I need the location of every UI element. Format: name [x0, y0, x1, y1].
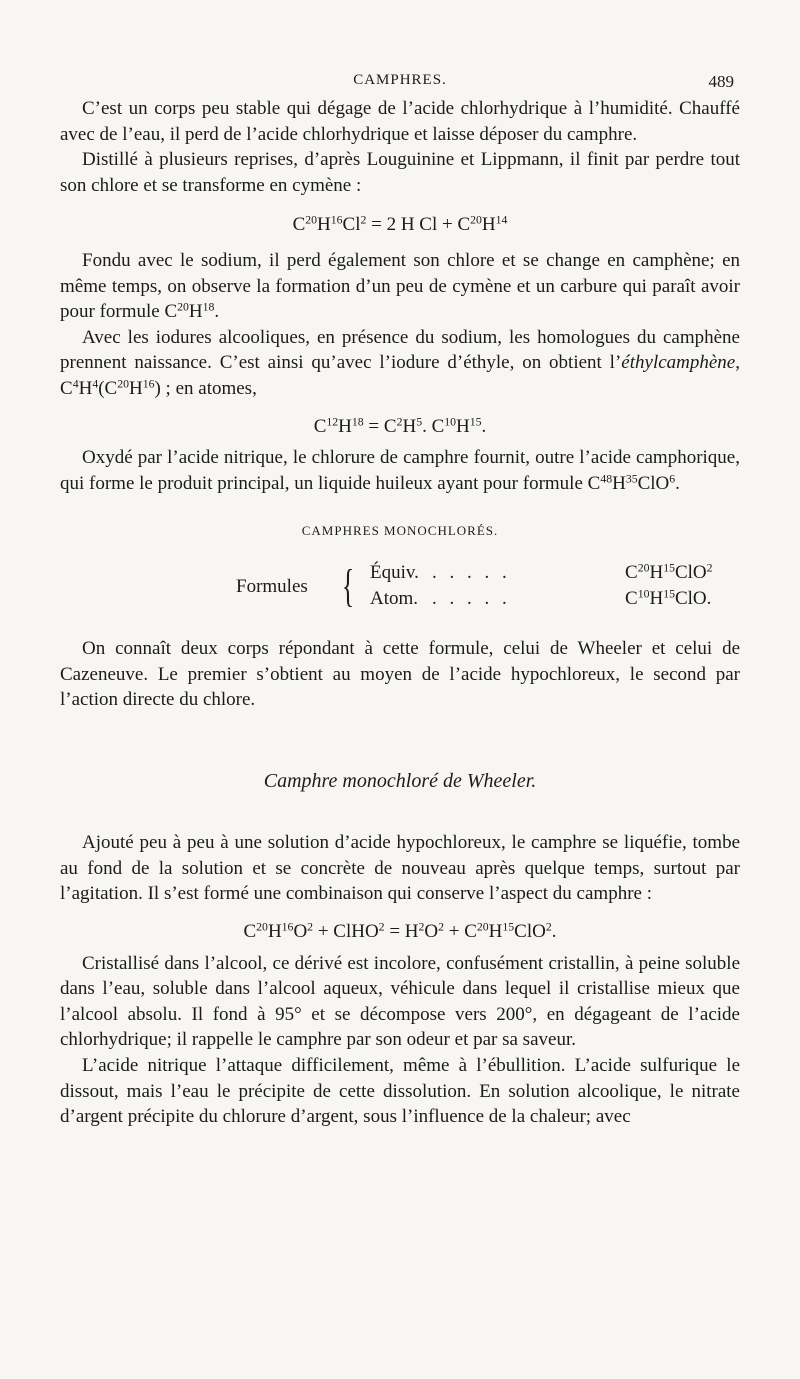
paragraph-sodium: Fondu avec le sodium, il perd également son chlore et se change en camphène; en même temps, on observe la formation d’un peu de cymène et un carbure qui paraît avoir pour formule $C^{20}H^{18}$.: [60, 249, 740, 323]
paragraph-crystallized: Cristallisé dans l’alcool, ce dérivé est incolore, confusément cristallin, à peine soluble dans l’eau, soluble dans l’alcool aqueux, véhicule dans lequel il cristallise mieux que l’alcool absolu. Il fond à 95° et se décompose vers 200°, en dégageant de l’acide chlorhydrique; il rappelle le camphre par son odeur et par sa saveur.: [60, 952, 740, 1051]
subsection-title: Camphre monochloré de Wheeler.: [263, 769, 537, 792]
brace-glyph: {: [342, 559, 355, 611]
term-ethylcamphene: éthylcamphène: [621, 352, 736, 374]
equation-atoms: $C^{12}H^{18} = C^2H^5$. $C^{10}H^{15}$.: [313, 415, 487, 437]
paragraph-hypochlorous: Ajouté peu à peu à une solution d’acide hypochloreux, le camphre se liquéfie, tombe au fond de la solution et se concrète de nouveau après quelque temps, surtout par l’agitation. Il s’est formé une combinaison qui conserve l’aspect du camphre :: [60, 832, 740, 905]
page-body: [60, 96, 740, 1130]
formula-row-equiv: Équiv. . . . . . $C^{20}H^{15}ClO^2$: [370, 561, 713, 583]
page-number: 489: [708, 72, 734, 91]
equation-wheeler: $C^{20}H^{16}O^2$ + ClHO$^2$ = $H^2O^2 + C^{20}H^{15}ClO^2$.: [243, 920, 557, 943]
paragraph-distillation: Distillé à plusieurs reprises, d’après Louguinine et Lippmann, il finit par perdre tout son chlore et se transforme en cymène :: [60, 149, 740, 196]
paragraph-oxidation: Oxydé par l’acide nitrique, le chlorure de camphre fournit, outre l’acide camphorique, qui forme le produit principal, un liquide huileux ayant pour formule $C^{48}H^{35}ClO^6$.: [60, 447, 740, 494]
paragraph-stability: C’est un corps peu stable qui dégage de l’acide chlorhydrique à l’humidité. Chauffé avec de l’eau, il perd de l’acide chlorhydrique et laisse déposer du camphre.: [60, 98, 740, 145]
section-title: CAMPHRES MONOCHLORÉS.: [301, 523, 499, 539]
paragraph-iodides: Avec les iodures alcooliques, en présence du sodium, les homologues du camphène prennent naissance. C’est ainsi qu’avec l’iodure d’éthyle, on obtient l’éthylcamphène, $C^4H^4(C^{20}H^{16})$ ; en atomes,: [60, 326, 740, 399]
page-header: [60, 72, 740, 96]
formulae-label: Formules: [236, 575, 308, 597]
equation-cymene: $C^{20}H^{16}Cl^2 = 2$ H $Cl + C^{20}H^{14}$: [292, 213, 508, 236]
paragraph-two-bodies: On connaît deux corps répondant à cette formule, celui de Wheeler et celui de Cazeneuve. Le premier s’obtient au moyen de l’acide hypochloreux, le second par l’action directe du chlore.: [60, 637, 740, 711]
formula-row-atom: Atom. . . . . . $C^{10}H^{15}ClO$.: [370, 587, 712, 609]
formulae-block: [60, 558, 740, 616]
paragraph-nitric-acid: L’acide nitrique l’attaque difficilement, même à l’ébullition. L’acide sulfurique le dissout, mais l’eau le précipite de cette dissolution. En solution alcoolique, le nitrate d’argent précipite du chlorure d’argent, sous l’influence de la chaleur; avec: [60, 1055, 740, 1128]
running-title: CAMPHRES.: [353, 72, 447, 88]
